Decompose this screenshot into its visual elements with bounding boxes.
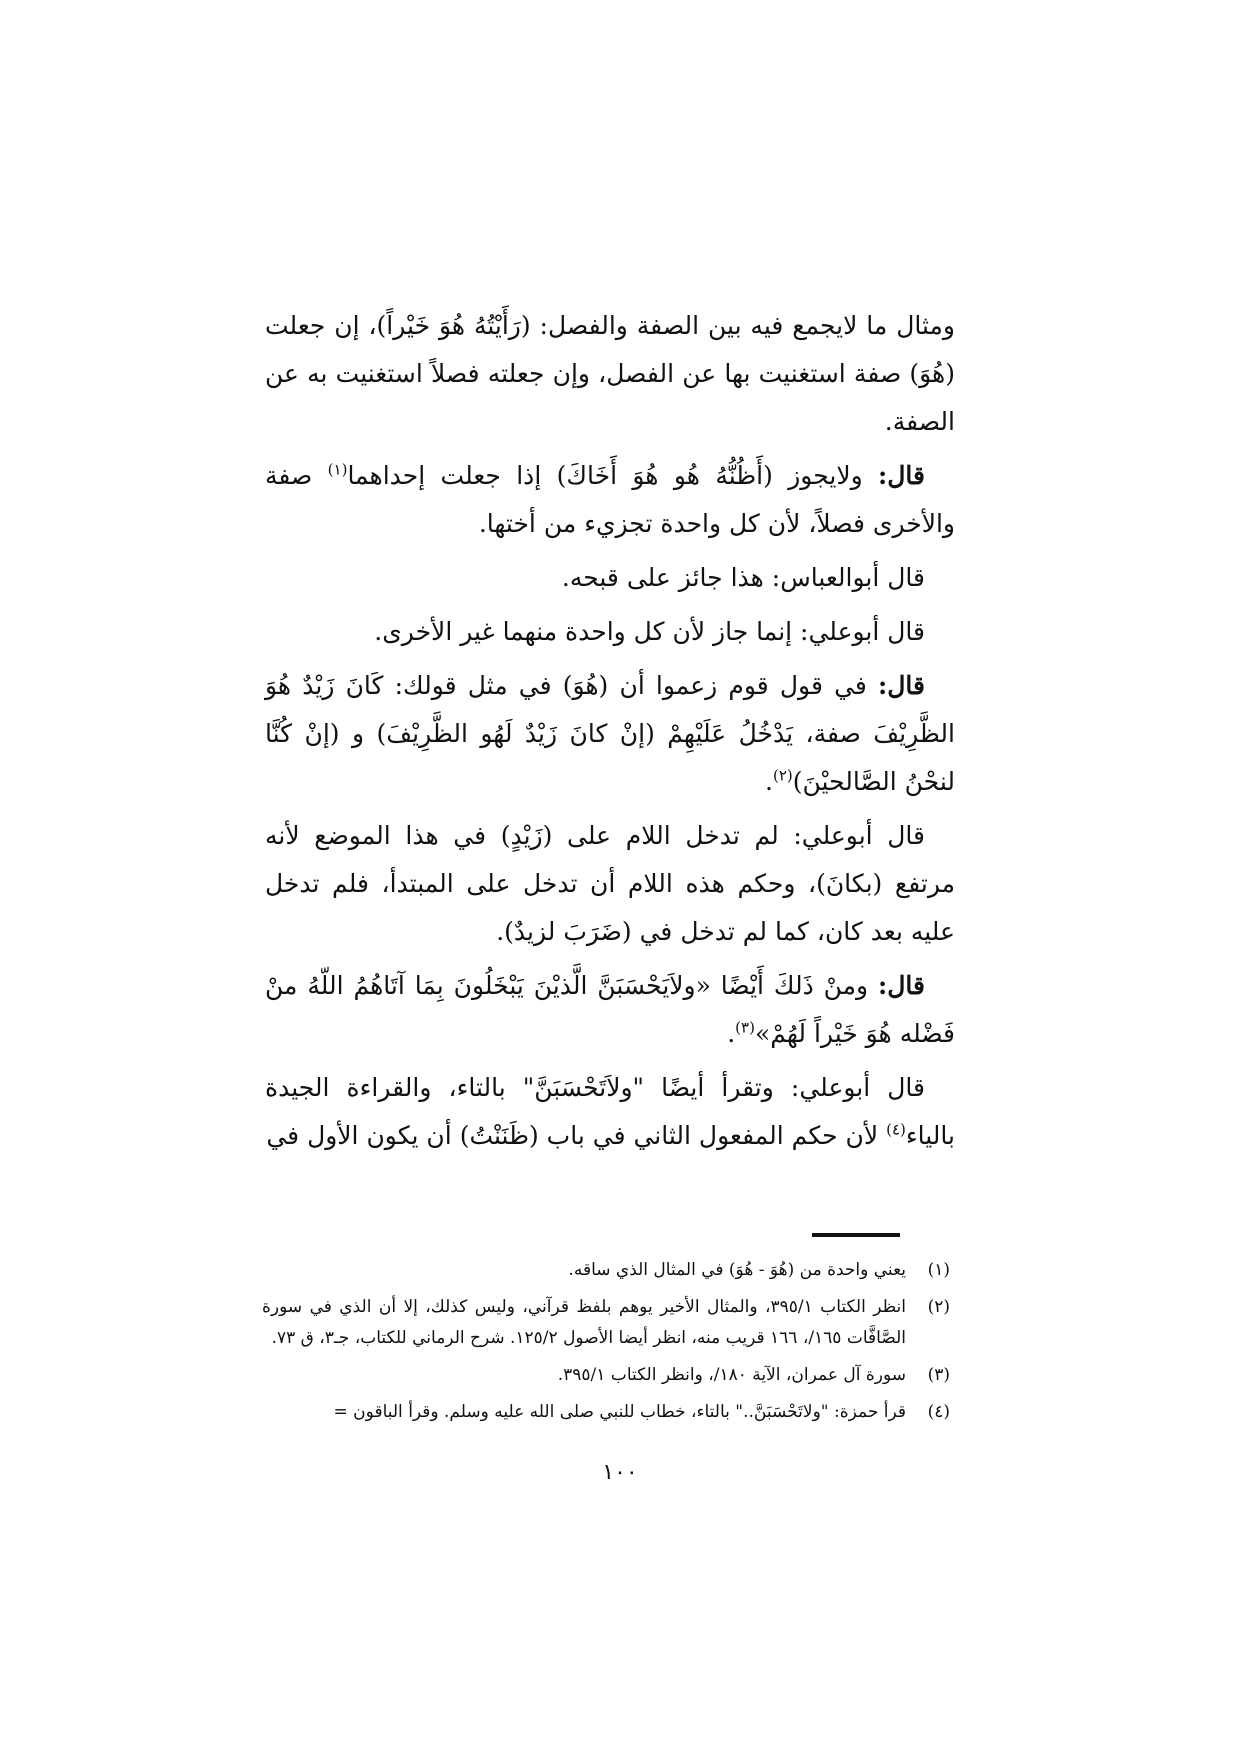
paragraph-6: قال أبوعلي: لم تدخل اللام على (زَيْدٍ) في هذا الموضع لأنه مرتفع (بكانَ)، وحكم هذه اللام أن تدخل على المبتدأ، فلم تدخل عليه بعد كان، كما لم تدخل في (ضَرَبَ لزيدٌ). [265, 821, 955, 946]
paragraph-1: ومثال ما لايجمع فيه بين الصفة والفصل: (رَأَيْتُهُ هُوَ خَيْراً)، إن جعلت (هُوَ) صفة استغنيت بها عن الفصل، وإن جعلته فصلاً استغنيت به عن الصفة. [265, 311, 955, 436]
footnote-number: (٤) [927, 1402, 950, 1422]
footnote-number: (٣) [927, 1365, 950, 1385]
page-number: ١٠٠ [602, 1460, 638, 1485]
qala-keyword: قال: [878, 671, 925, 700]
paragraph-7: قال: ومنْ ذَلكَ أَيْضًا «ولاَيَحْسَبَنَّ الَّذيْنَ يَبْخَلُونَ بِمَا آتَاهُمُ اللّهُ منْ فَضْله هُوَ خَيْراً لَهُمْ»$^{(٣)}$. [265, 971, 955, 1048]
footnotes [262, 1255, 950, 1434]
footnote-separator [812, 1233, 900, 1237]
footnote-ref-4[interactable]: (٤) [886, 1120, 906, 1139]
paragraph-5: قال: في قول قوم زعموا أن (هُوَ) في مثل قولك: كَانَ زَيْدٌ هُوَ الظَّرِيْفَ صفة، يَدْخُلُ عَلَيْهِمْ (إنْ كانَ زَيْدٌ لَهُو الظَّرِيْفَ) و (إنْ كُنَّا لنحْنُ الصَّالحيْنَ)$^{(٢)}$. [265, 671, 956, 796]
footnote-ref-3[interactable]: (٣) [735, 1018, 755, 1037]
footnote-text: سورة آل عمران، الآية ١٨٠/، وانظر الكتاب ٣٩٥/١. [557, 1365, 906, 1385]
footnote-number: (١) [927, 1260, 950, 1280]
qala-keyword: قال: [878, 461, 925, 490]
paragraph-8: قال أبوعلي: وتقرأ أيضًا "ولاَتَحْسَبَنَّ" بالتاء، والقراءة الجيدة بالياء$^{(٤)}$ لأن حكم المفعول الثاني في باب (ظَنَنْتُ) أن يكون الأول في [265, 1073, 955, 1150]
main-text-body [265, 302, 955, 1166]
qala-keyword: قال: [878, 971, 925, 1000]
footnote-text: انظر الكتاب ٣٩٥/١، والمثال الأخير يوهم بلفظ قرآني، وليس كذلك، إلا أن الذي في سورة الصَّافَّات ١٦٥/، ١٦٦ قريب منه، انظر أيضا الأصول ١٢٥/٢. شرح الرماني للكتاب، جـ٣، ق ٧٣. [262, 1297, 906, 1348]
paragraph-2: قال: ولايجوز (أَظُنُّهُ هُو هُوَ أَخَاكَ) إذا جعلت إحداهما$^{(١)}$ صفة والأخرى فصلاً، لأن كل واحدة تجزيء من أختها. [265, 460, 955, 538]
footnote-4 [262, 1397, 950, 1428]
footnote-ref-2[interactable]: (٢) [772, 766, 793, 785]
footnote-number: (٢) [927, 1297, 950, 1317]
footnote-text: يعني واحدة من (هُوَ - هُوَ) في المثال الذي ساقه. [568, 1260, 906, 1280]
footnote-3 [262, 1360, 950, 1391]
footnote-2 [262, 1292, 950, 1354]
footnote-text: قرأ حمزة: "ولاتَحْسَبَنَّ.." بالتاء، خطاب للنبي صلى الله عليه وسلم. وقرأ الباقون = [333, 1402, 906, 1422]
paragraph-4: قال أبوعلي: إنما جاز لأن كل واحدة منهما غير الأخرى. [374, 617, 925, 646]
paragraph-3: قال أبوالعباس: هذا جائز على قبحه. [561, 563, 925, 592]
footnote-1 [262, 1255, 950, 1286]
footnote-ref-1[interactable]: (١) [327, 460, 348, 479]
